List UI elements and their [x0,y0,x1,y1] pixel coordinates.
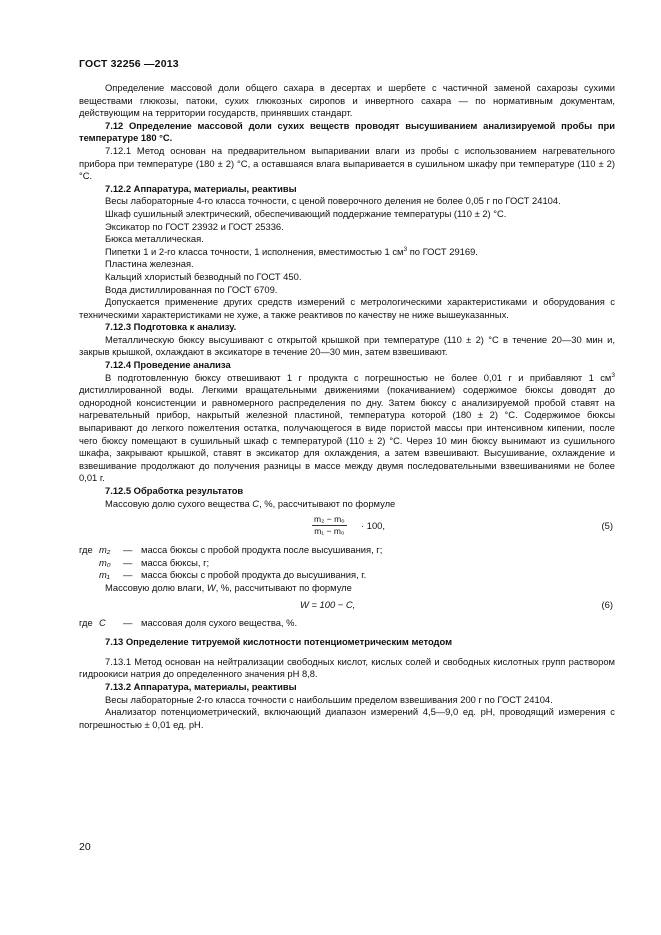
document-body [79,82,615,731]
section-7-12-heading: 7.12 Определение массовой доли сухих веществ проводят высушиванием анализируемой пробы при температуре 180 °С. [79,119,615,144]
fraction-numerator: m₂ − m₀ [314,514,345,525]
superscript: 3 [611,371,615,379]
where-line [79,557,615,570]
formula-intro-text: Массовую долю влаги, [105,581,207,593]
formula-5 [79,510,615,544]
equipment-item: Эксикатор по ГОСТ 23932 и ГОСТ 25336. [105,220,284,232]
where-symbol: C [99,616,106,628]
page-number: 20 [79,841,91,853]
formula-intro-text: , %, рассчитывают по формуле [215,581,352,593]
equipment-note: Допускается применение других средств измерений с метрологическими характеристиками и оборудования с техническими характеристиками не хуже, а также реактивов по качеству не ниже вышеуказанных. [79,296,615,320]
where-dash: — [123,569,133,581]
formula-tail: · 100, [361,520,385,532]
section-7-13-heading: 7.13 Определение титруемой кислотности потенциометрическим методом [105,636,453,648]
document-header: ГОСТ 32256 —2013 [79,58,179,70]
paragraph-text: дистиллированной воды. Легкими вращательными движениями (покачиванием) содержимое бюксы доводят до однородной консистенции и равномерного распределения по дну. Затем бюксу с анализируемой пробой ставят на нагревательный прибор, накрытый железной пластиной, температура которой (180 ± 2) °С. Содержимое бюксы выпаривают до легкого пожелтения остатка, получающегося в виде пористой массы при интенсивном кипении, после чего бюксу помещают в сушильный шкаф с температурой (110 ± 2) °С. Через 10 мин бюксу вынимают из сушильного шкафа, закрывают крышкой, ставят в эксикатор для охлаждения, а затем взвешивают. Высушивание, охлаждение и взвешивание продолжают до получения разницы в массе между двумя последовательными взвешиваниями не более 0,01 г. [79,384,615,484]
section-7-13-1-paragraph: 7.13.1 Метод основан на нейтрализации свободных кислот, кислых солей и свободных кислотных групп раствором гидроокиси натрия до определенного значения рН 8,8. [79,655,615,680]
formula-intro [79,498,615,511]
equipment-item-text: по ГОСТ 29169. [407,245,478,257]
where-definition: масса бюксы с пробой продукта после высушивания, г; [141,544,383,556]
where-label: где [79,544,93,556]
fraction-denominator: m₁ − m₀ [314,526,345,537]
formula-intro-text: , %, рассчитывают по формуле [259,497,396,509]
where-dash: — [123,544,133,556]
equipment-item: Весы лабораторные 4-го класса точности, с ценой поверочного деления не более 0,05 г по ГОСТ 24104. [105,195,561,207]
equipment-item: Вода дистиллированная по ГОСТ 6709. [105,283,278,295]
fraction [312,514,347,537]
section-7-12-4-heading: 7.12.4 Проведение анализа [105,359,231,371]
where-label: где [79,616,93,628]
section-7-12-4-paragraph [79,372,615,485]
section-7-13-2-heading: 7.13.2 Аппаратура, материалы, реактивы [105,680,297,692]
formula-intro-text: Массовую долю сухого вещества [105,497,253,509]
equipment-item: Пластина железная. [105,258,194,270]
variable: W [206,581,216,593]
formula-6 [79,595,615,617]
equipment-item: Анализатор потенциометрический, включающий диапазон измерений 4,5—9,0 ед. рН, проводящий измерения с погрешностью ± 0,01 ед. рН. [79,706,615,730]
where-symbol: m₂ [99,544,111,556]
where-definition: масса бюксы с пробой продукта до высушивания, г. [141,569,367,581]
equipment-item: Кальций хлористый безводный по ГОСТ 450. [105,270,302,282]
where-dash: — [123,556,133,568]
where-definition: массовая доля сухого вещества, %. [141,616,298,628]
variable: С [252,497,260,509]
where-line [79,544,615,557]
superscript: 3 [403,245,408,253]
section-7-12-3-heading: 7.12.3 Подготовка к анализу. [105,321,237,333]
section-7-12-3-paragraph: Металлическую бюксу высушивают с открытой крышкой при температуре (110 ± 2) °С в течение 20—30 мин и, закрыв крышкой, охлаждают в эксикаторе в течение 20—30 мин, затем взвешивают. [79,333,615,358]
equipment-item: Бюкса металлическая. [105,233,204,245]
equation-number: (5) [601,520,613,532]
formula-intro [79,582,615,595]
where-line [79,617,615,630]
equipment-item: Весы лабораторные 2-го класса точности с наибольшим пределом взвешивания 200 г по ГОСТ 24104. [105,693,553,705]
intro-paragraph: Определение массовой доли общего сахара в десертах и шербете с частичной заменой сахарозы сухими веществами глюкозы, патоки, сухих глюкозных сиропов и инвертного сахара — по нормативным документам, действующим на территории государств, принявших стандарт. [79,82,615,119]
equipment-item [79,246,615,259]
equation-number: (6) [601,598,613,610]
where-dash: — [123,616,133,628]
section-7-12-2-heading: 7.12.2 Аппаратура, материалы, реактивы [105,182,297,194]
where-symbol: m₁ [99,569,110,581]
equipment-item-text: Пипетки 1 и 2-го класса точности, 1 исполнения, вместимостью 1 см [105,245,404,257]
formula-expression: W = 100 − C, [300,598,356,610]
section-7-12-1-paragraph: 7.12.1 Метод основан на предварительном выпаривании влаги из пробы с использованием нагревательного прибора при температуре (180 ± 2) °С, а оставшаяся влага выпаривается в сушильном шкафу при температуре (110 ± 2) °С. [79,144,615,182]
where-line [79,569,615,582]
where-definition: масса бюксы, г; [141,556,210,568]
equipment-item: Шкаф сушильный электрический, обеспечивающий поддержание температуры (110 ± 2) °С. [105,207,507,219]
where-symbol: m₀ [99,556,111,568]
paragraph-text: В подготовленную бюксу отвешивают 1 г продукта с погрешностью не более 0,01 г и прибавляют 1 см [105,371,612,383]
section-7-12-5-heading: 7.12.5 Обработка результатов [105,485,244,496]
